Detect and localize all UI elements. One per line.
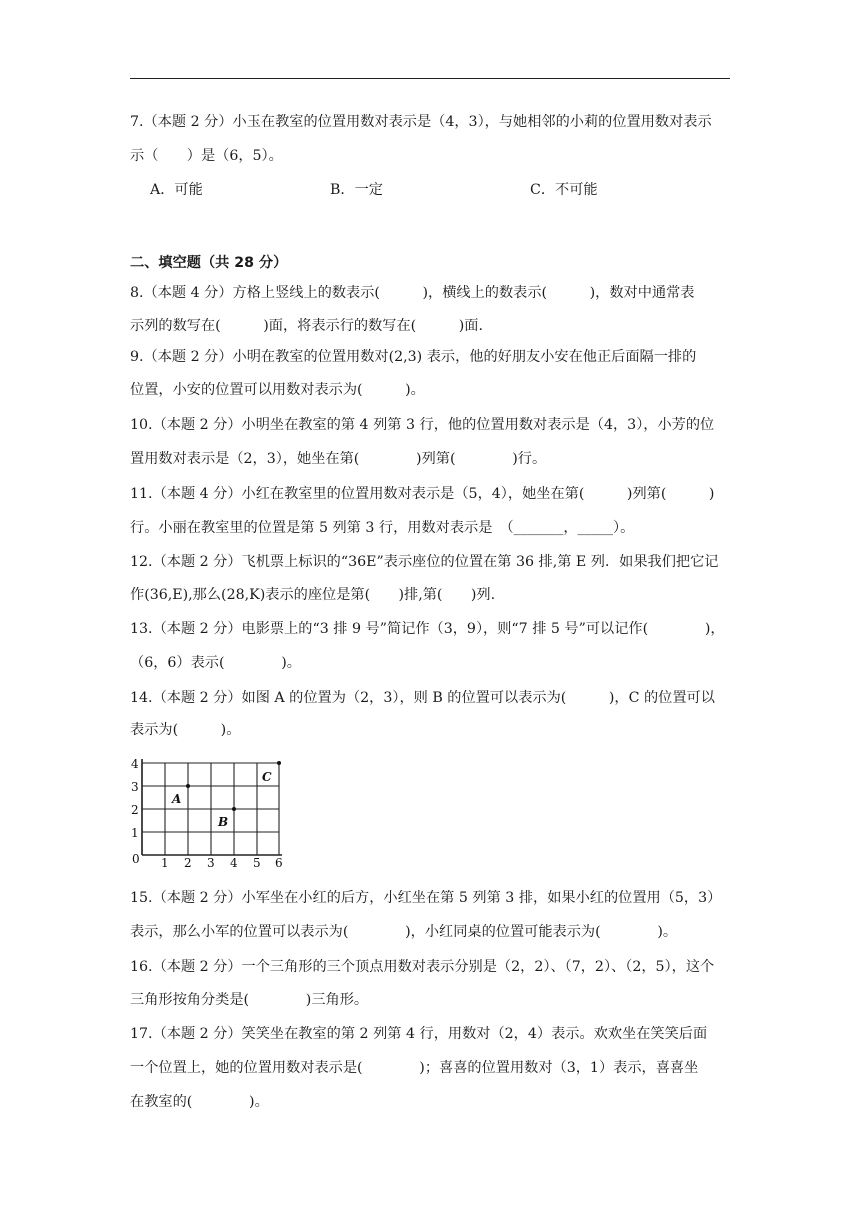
x-tick-2: 2 — [184, 856, 192, 869]
q8-line2: 示列的数写在( )面，将表示行的数写在( )面. — [130, 318, 483, 334]
q16-line1: 16.（本题 2 分）一个三角形的三个顶点用数对表示分别是（2，2）、（7，2）、（2，5），这个 — [130, 959, 715, 975]
q16-line2: 三角形按角分类是( )三角形。 — [130, 992, 369, 1008]
label-b: B — [218, 815, 229, 829]
q7-line1: 7.（本题 2 分）小玉在教室的位置用数对表示是（4，3），与她相邻的小莉的位置用数对表示 — [130, 114, 712, 130]
q7-option-b[interactable]: B．一定 — [330, 182, 383, 198]
y-tick-3: 3 — [131, 780, 139, 794]
q13-line1: 13.（本题 2 分）电影票上的“3 排 9 号”简记作（3，9），则“7 排 5 号”可以记作( )， — [130, 621, 725, 637]
q10-line2: 置用数对表示是（2，3），她坐在第( )列第( )行。 — [130, 451, 547, 467]
origin-label: 0 — [132, 852, 140, 866]
label-a: A — [172, 792, 182, 806]
point-a — [186, 784, 190, 788]
y-tick-2: 2 — [131, 803, 139, 817]
q7-line2: 示（ ）是（6，5）。 — [130, 148, 283, 164]
q9-line1: 9.（本题 2 分）小明在教室的位置用数对(2,3) 表示，他的好朋友小安在他正后面隔一排的 — [130, 349, 697, 365]
q15-line2: 表示，那么小军的位置可以表示为( )，小红同桌的位置可能表示为( )。 — [130, 924, 678, 940]
point-c — [277, 761, 281, 765]
q17-line2: 一个位置上，她的位置用数对表示是( )；喜喜的位置用数对（3，1）表示，喜喜坐 — [130, 1060, 699, 1076]
q7-option-a[interactable]: A．可能 — [150, 182, 203, 198]
y-tick-1: 1 — [131, 826, 139, 840]
q12-line1: 12.（本题 2 分）飞机票上标识的“36E”表示座位的位置在第 36 排,第 E 列．如果我们把它记 — [130, 554, 719, 570]
q14-line1: 14.（本题 2 分）如图 A 的位置为（2，3），则 B 的位置可以表示为( )，C 的位置可以 — [130, 690, 715, 706]
q11-line2: 行。小丽在教室里的位置是第 5 列第 3 行，用数对表示是 （_______，_____）。 — [130, 520, 635, 536]
label-c: C — [262, 770, 272, 784]
x-tick-3: 3 — [207, 856, 215, 869]
q11-line1: 11.（本题 4 分）小红在教室里的位置用数对表示是（5，4），她坐在第( )列第( ) — [130, 486, 715, 502]
q17-line1: 17.（本题 2 分）笑笑坐在教室的第 2 列第 4 行，用数对（2，4）表示。欢欢坐在笑笑后面 — [130, 1026, 708, 1042]
q15-line1: 15.（本题 2 分）小军坐在小红的后方，小红坐在第 5 列第 3 排，如果小红的位置用（5，3） — [130, 890, 722, 906]
q14-grid-figure — [130, 757, 290, 869]
q10-line1: 10.（本题 2 分）小明坐在教室的第 4 列第 3 行，他的位置用数对表示是（4，3），小芳的位 — [130, 417, 715, 433]
grid-lines — [142, 763, 279, 855]
x-tick-4: 4 — [230, 856, 238, 869]
y-tick-4: 4 — [131, 757, 139, 771]
q7-option-c[interactable]: C．不可能 — [530, 182, 598, 198]
q17-line3: 在教室的( )。 — [130, 1094, 269, 1110]
q8-line1: 8.（本题 4 分）方格上竖线上的数表示( )，横线上的数表示( )，数对中通常表 — [130, 285, 695, 301]
point-b — [232, 807, 236, 811]
x-tick-1: 1 — [161, 856, 169, 869]
q12-line2: 作(36,E),那么(28,K)表示的座位是第( )排,第( )列. — [130, 587, 496, 603]
q14-line2: 表示为( )。 — [130, 722, 241, 738]
q9-line2: 位置，小安的位置可以用数对表示为( )。 — [130, 382, 425, 398]
x-tick-6: 6 — [275, 856, 283, 869]
header-rule — [130, 78, 730, 79]
q13-line2: （6，6）表示( )。 — [130, 655, 301, 671]
section-title-fill-in: 二、填空题（共 28 分） — [130, 255, 288, 271]
x-tick-5: 5 — [253, 856, 261, 869]
